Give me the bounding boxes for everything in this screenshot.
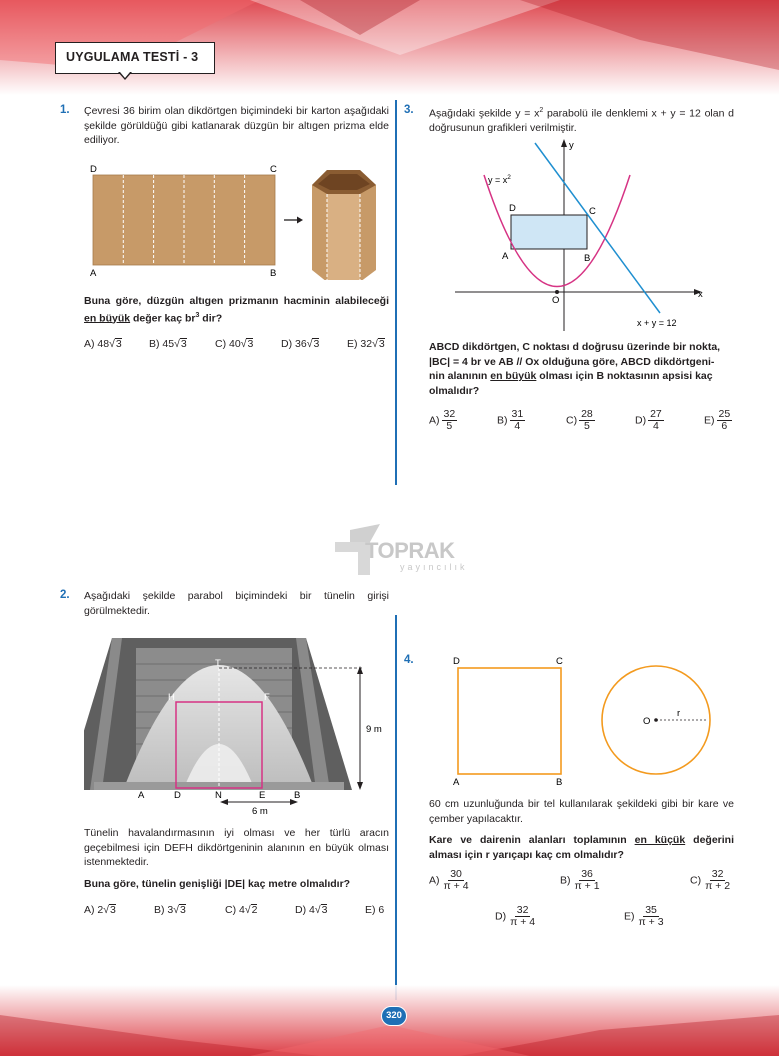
q3-label-parabola: $y = x^2$ bbox=[488, 174, 511, 185]
q3-figure bbox=[450, 135, 720, 335]
q1-label-d: D bbox=[90, 164, 97, 175]
column-divider-bottom bbox=[395, 615, 397, 1000]
q3-option-a[interactable]: A) $\frac{32}{5}$ bbox=[429, 408, 456, 432]
q4-option-d[interactable]: D) $\frac{32}{\pi + 4}$ bbox=[495, 904, 536, 928]
q2-label-height: 9 m bbox=[366, 724, 382, 735]
q2-option-e[interactable]: E) 6 bbox=[365, 904, 385, 916]
q1-label-c: C bbox=[270, 164, 277, 175]
q3-label-c: C bbox=[589, 206, 596, 217]
watermark-sub: yayıncılık bbox=[400, 562, 468, 572]
q2-number: 2. bbox=[60, 589, 70, 601]
q4-option-c[interactable]: C) $\frac{32}{\pi + 2}$ bbox=[690, 868, 731, 892]
q1-label-a: A bbox=[90, 268, 97, 279]
q1-number: 1. bbox=[60, 104, 70, 116]
q2-label-a: A bbox=[138, 790, 145, 801]
page-number: 320 bbox=[386, 1010, 402, 1021]
q2-label-width: 6 m bbox=[252, 806, 268, 817]
q4-text: 60 cm uzunluğunda bir tel kullanılarak şekildeki gibi bir kare ve çember yapılacaktır. bbox=[429, 798, 734, 825]
q2-option-a[interactable]: A) 2√3 bbox=[84, 904, 116, 916]
q3-number: 3. bbox=[404, 104, 414, 116]
q4-label-b: B bbox=[556, 777, 563, 788]
watermark-brand: TOPRAK bbox=[365, 538, 455, 563]
q2-text: Aşağıdaki şekilde parabol biçimindeki bir tünelin girişi görülmektedir. bbox=[84, 590, 389, 617]
q4-number: 4. bbox=[404, 654, 414, 666]
q3-label-y: y bbox=[569, 140, 574, 151]
q2-text2: Tünelin havalandırmasının iyi olması ve her türlü aracın geçebilmesi için DEFH dikdörtgeninin alanının en büyük olması istenmektedir. bbox=[84, 827, 389, 868]
q3-label-a: A bbox=[502, 251, 509, 262]
q4-label-o: O bbox=[643, 716, 651, 727]
q1-option-c[interactable]: C) 40√3 bbox=[215, 338, 254, 350]
q2-option-d[interactable]: D) 4√3 bbox=[295, 904, 328, 916]
q4-label-a: A bbox=[453, 777, 460, 788]
q3-text: Aşağıdaki şekilde $y = x^2$ parabolü ile denklemi x + y = 12 olan d doğrusunun grafikleri verilmiştir. bbox=[429, 107, 734, 134]
q3-label-o: O bbox=[552, 295, 560, 306]
q3-option-c[interactable]: C) $\frac{28}{5}$ bbox=[566, 408, 593, 432]
q3-label-b: B bbox=[584, 253, 591, 264]
q3-option-d[interactable]: D) $\frac{27}{4}$ bbox=[635, 408, 662, 432]
q3-option-e[interactable]: E) $\frac{25}{6}$ bbox=[704, 408, 731, 432]
q3-option-b[interactable]: B) $\frac{31}{4}$ bbox=[497, 408, 524, 432]
q2-option-b[interactable]: B) 3√3 bbox=[154, 904, 186, 916]
q1-option-b[interactable]: B) 45√3 bbox=[149, 338, 187, 350]
q2-question: Buna göre, tünelin genişliği |DE| kaç metre olmalıdır? bbox=[84, 878, 351, 890]
q2-label-b: B bbox=[294, 790, 301, 801]
q1-question: Buna göre, düzgün altıgen prizmanın hacminin alabileceği en büyük değer kaç $br^3$ dir? bbox=[84, 295, 389, 324]
q4-label-c: C bbox=[556, 656, 563, 667]
q2-label-t: T bbox=[215, 658, 221, 669]
q3-label-d: D bbox=[509, 203, 516, 214]
q4-figure bbox=[450, 652, 730, 792]
q2-figure bbox=[84, 620, 394, 820]
q3-label-line: x + y = 12 bbox=[637, 318, 677, 328]
q2-label-h: H bbox=[168, 692, 175, 703]
q4-label-r: r bbox=[677, 708, 681, 719]
q2-option-c[interactable]: C) 4√2 bbox=[225, 904, 258, 916]
q1-label-b: B bbox=[270, 268, 277, 279]
column-divider-top bbox=[395, 100, 397, 485]
q2-label-n: N bbox=[215, 790, 222, 801]
q2-label-f: F bbox=[264, 692, 270, 703]
q3-label-x: x bbox=[698, 289, 703, 300]
q1-text: Çevresi 36 birim olan dikdörtgen biçimindeki bir karton aşağıdaki şekilde görüldüğü gibi katlanarak düzgün bir altıgen prizma elde ediliyor. bbox=[84, 105, 389, 146]
header-title: UYGULAMA TESTİ - 3 bbox=[66, 50, 199, 64]
q4-question: Kare ve dairenin alanları toplamının en küçük değerini alması için r yarıçapı kaç cm olmalıdır? bbox=[429, 834, 735, 861]
q4-option-e[interactable]: E) $\frac{35}{\pi + 3}$ bbox=[624, 904, 664, 928]
q1-option-a[interactable]: A) 48√3 bbox=[84, 338, 122, 350]
q4-label-d: D bbox=[453, 656, 460, 667]
q1-figure bbox=[84, 160, 394, 280]
q1-option-d[interactable]: D) 36√3 bbox=[281, 338, 320, 350]
q4-option-a[interactable]: A) $\frac{30}{\pi + 4}$ bbox=[429, 868, 469, 892]
q3-question: ABCD dikdörtgen, C noktası d doğrusu üzerinde bir nokta, |BC| = 4 br ve AB // Ox olduğuna göre, ABCD dikdörtgeni- nin alanının en büyük olması için B noktasının apsisi kaç olmalıdır? bbox=[429, 341, 721, 397]
q2-label-d: D bbox=[174, 790, 181, 801]
header-title-box-tip-inner bbox=[120, 72, 130, 78]
q4-option-b[interactable]: B) $\frac{36}{\pi + 1}$ bbox=[560, 868, 600, 892]
q1-option-e[interactable]: E) 32√3 bbox=[347, 338, 385, 350]
q2-label-e: E bbox=[259, 790, 266, 801]
